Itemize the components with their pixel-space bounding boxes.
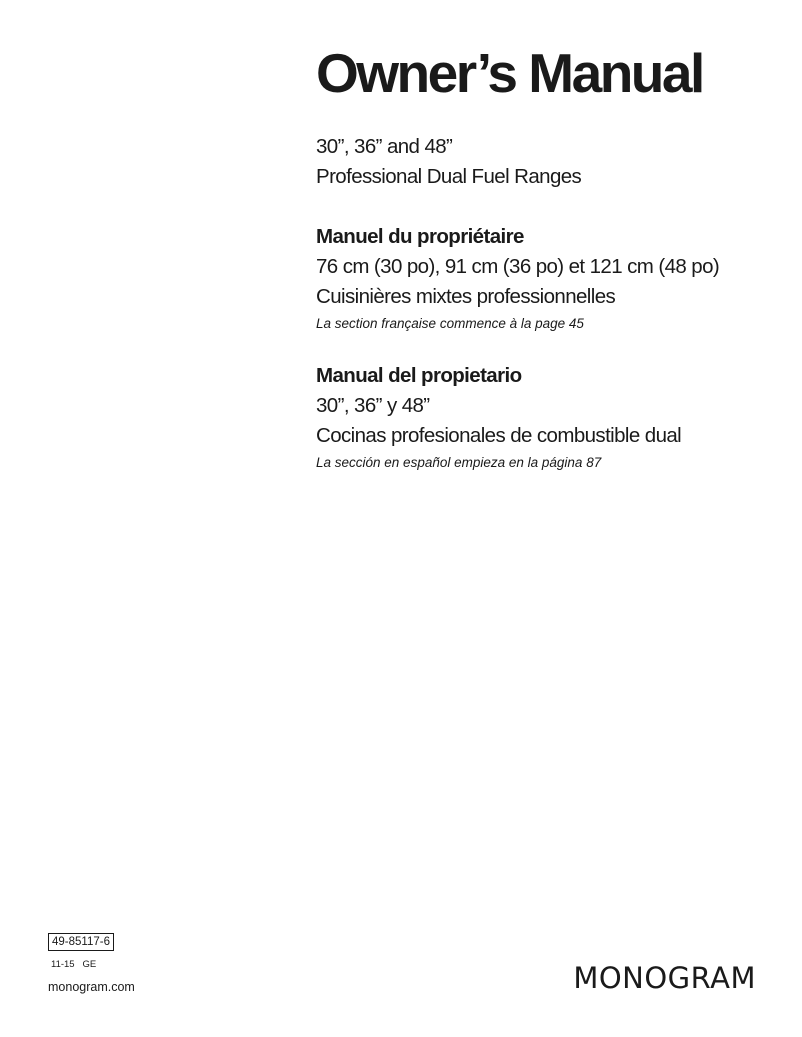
spanish-product: Cocinas profesionales de combustible dual <box>316 424 682 447</box>
french-note: La section française commence à la page 45 <box>316 316 584 331</box>
page-title: Owner’s Manual <box>316 42 703 104</box>
cover-content <box>316 40 786 473</box>
footer-info <box>48 932 135 995</box>
spanish-heading: Manual del propietario <box>316 364 522 387</box>
spanish-sizes: 30”, 36” y 48” <box>316 394 430 417</box>
website-link[interactable]: monogram.com <box>48 980 135 994</box>
spanish-note: La sección en español empieza en la página 87 <box>316 455 602 470</box>
french-product: Cuisinières mixtes professionnelles <box>316 285 616 308</box>
english-sizes: 30”, 36” and 48” <box>316 135 453 158</box>
brand-logo: MONOGRAM <box>573 961 756 995</box>
date-code: 11-15 GE <box>51 959 97 970</box>
french-heading: Manuel du propriétaire <box>316 225 524 248</box>
spanish-section <box>316 361 786 473</box>
french-sizes: 76 cm (30 po), 91 cm (36 po) et 121 cm (48 po) <box>316 255 720 278</box>
part-number-box: 49-85117-6 <box>48 933 114 951</box>
french-section <box>316 222 786 334</box>
english-section <box>316 132 786 192</box>
english-product: Professional Dual Fuel Ranges <box>316 165 582 188</box>
